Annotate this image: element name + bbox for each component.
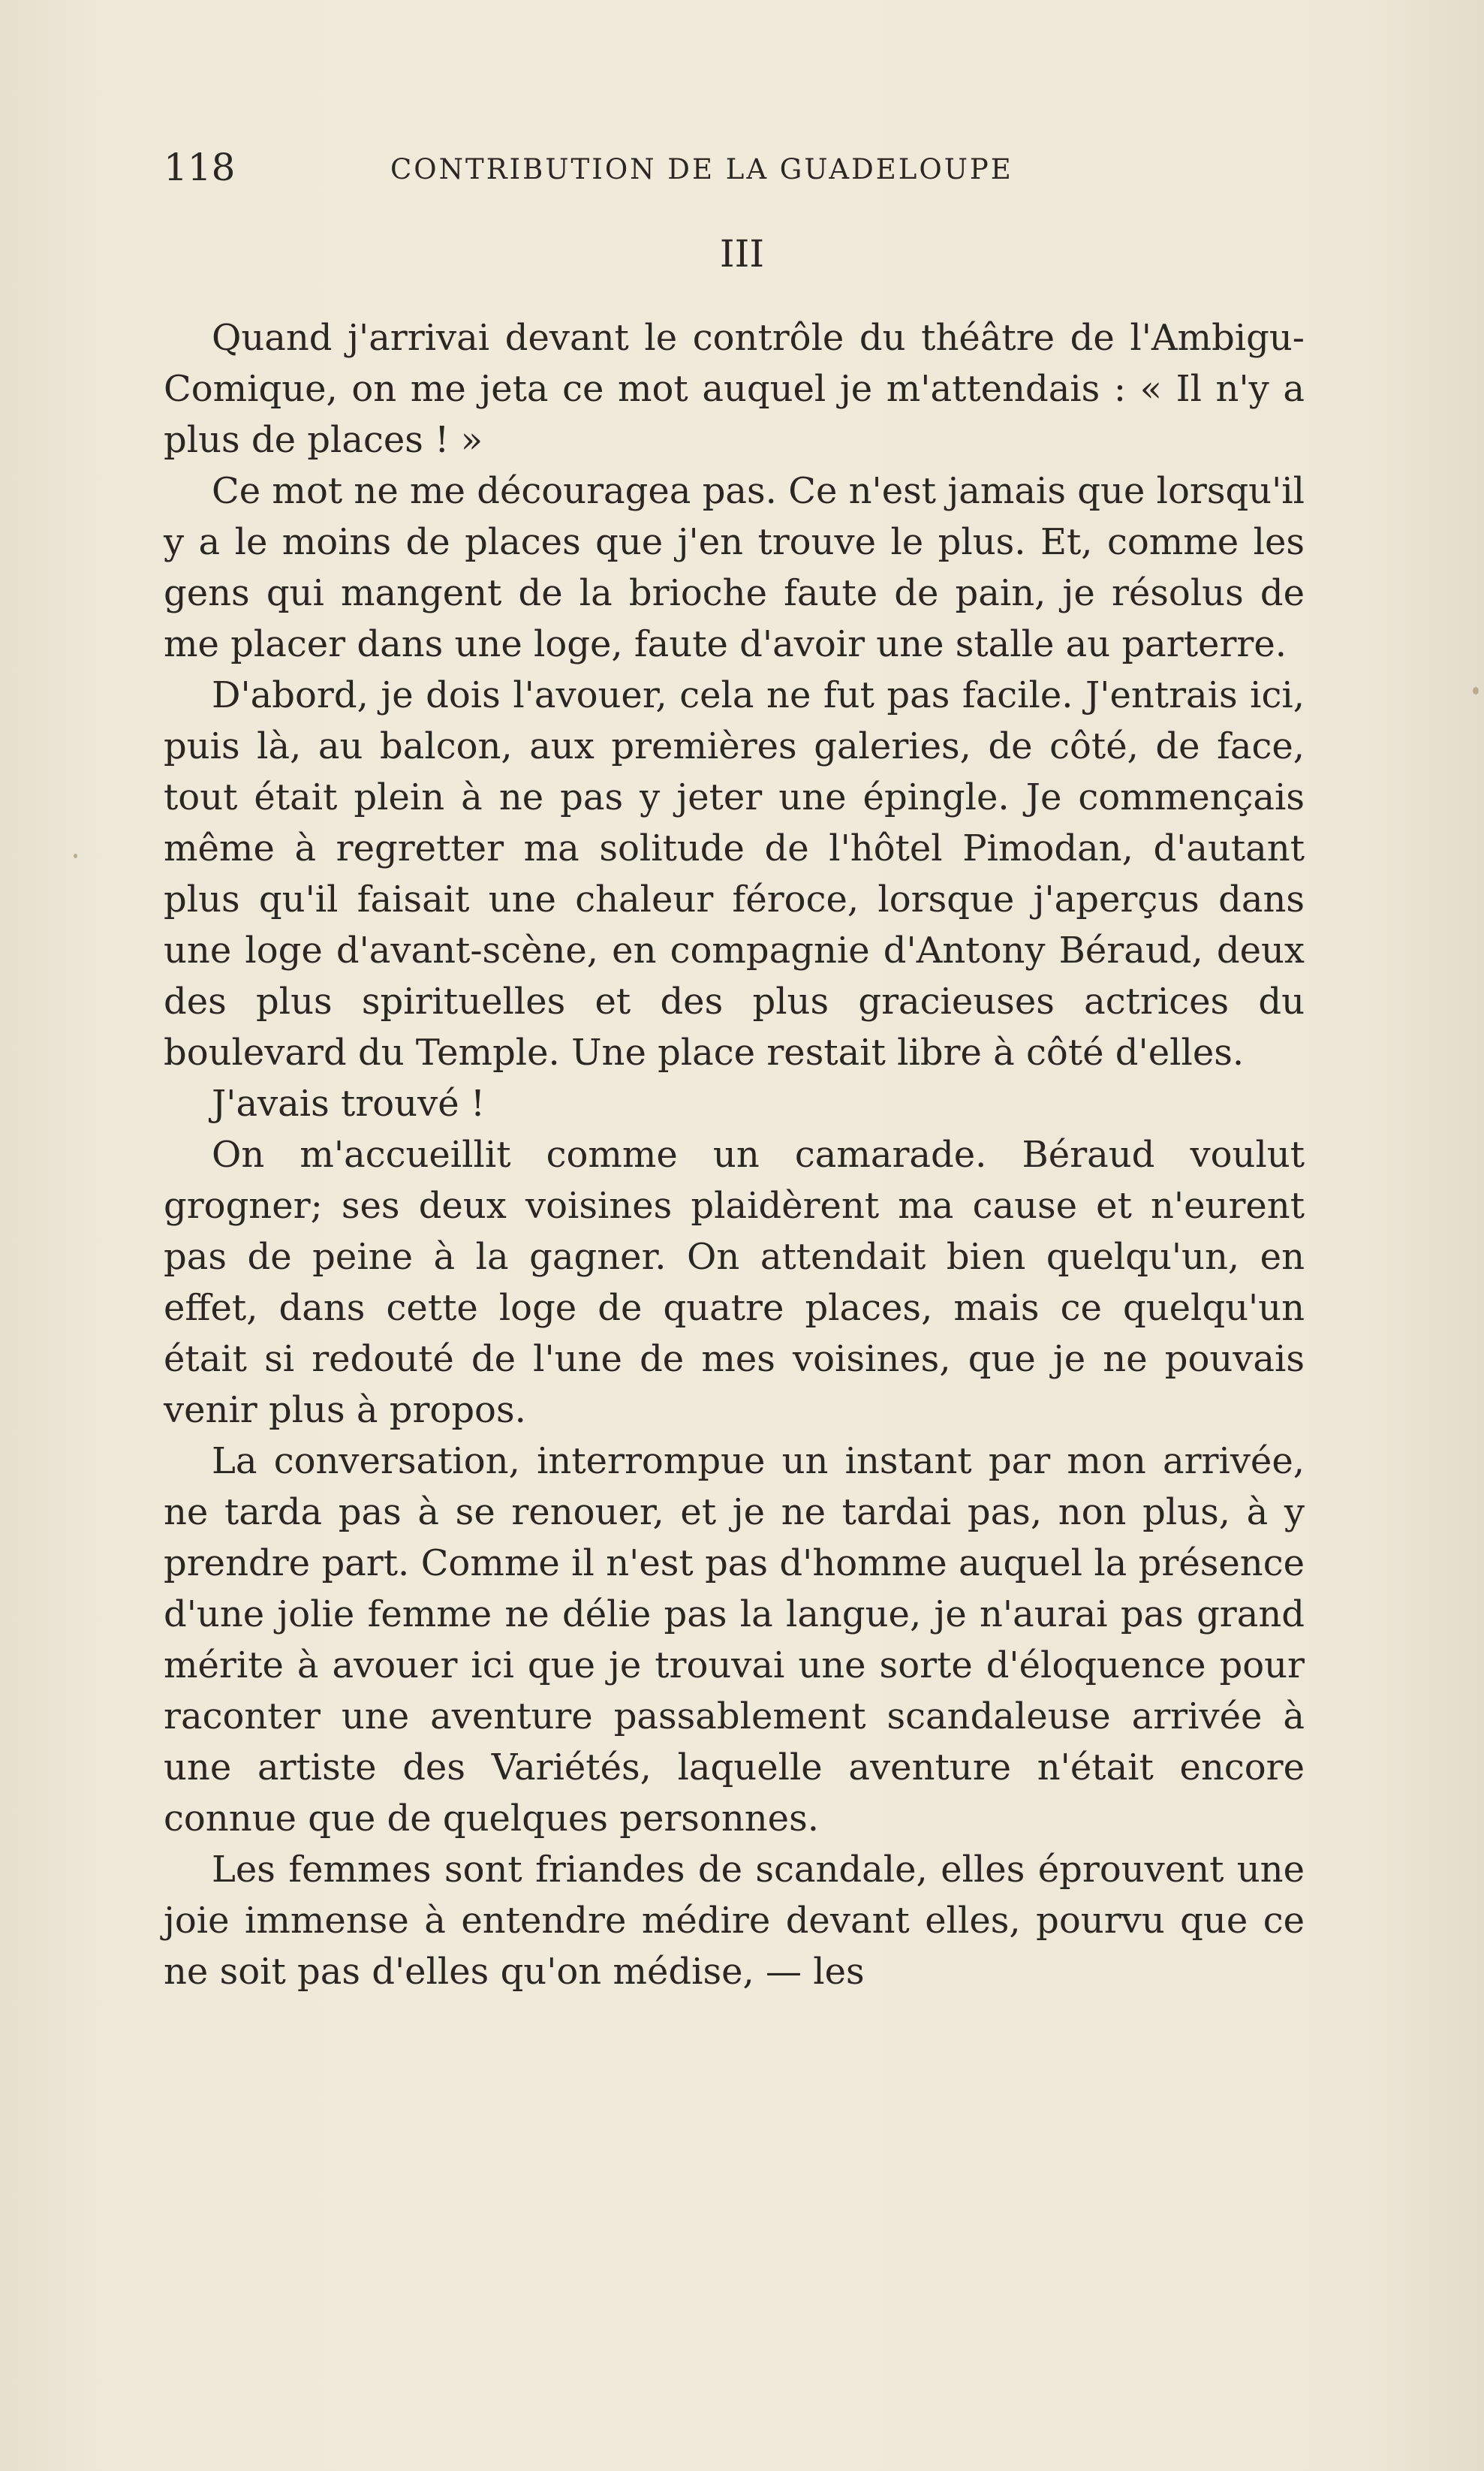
paper-speck	[1473, 687, 1479, 695]
page-header	[164, 141, 1320, 194]
paragraph-6: La conversation, interrompue un instant par mon arrivée, ne tarda pas à se renouer, et je ne tardai pas, non plus, à y prendre part. Comme il n'est pas d'homme auquel la présence d'une jolie femme ne délie pas la langue, je n'aurai pas grand mérite à avouer ici que je trouvai une sorte d'éloquence pour raconter une aventure passablement scandaleuse arrivée à une artiste des Variétés, laquelle aventure n'était encore connue que de quelques personnes.	[164, 1440, 1305, 1840]
paragraph-3: D'abord, je dois l'avouer, cela ne fut pas facile. J'entrais ici, puis là, au balcon, aux premières galeries, de côté, de face, tout était plein à ne pas y jeter une épingle. Je commençais même à regretter ma solitude de l'hôtel Pimodan, d'autant plus qu'il faisait une chaleur féroce, lorsque j'aperçus dans une loge d'avant-scène, en compagnie d'Antony Béraud, deux des plus spirituelles et des plus gracieuses actrices du boulevard du Temple. Une place restait libre à côté d'elles.	[164, 674, 1305, 1074]
paragraph-5: On m'accueillit comme un camarade. Béraud voulut grogner; ses deux voisines plaidèrent ma cause et n'eurent pas de peine à la gagner. On attendait bien quelqu'un, en effet, dans cette loge de quatre places, mais ce quelqu'un était si redouté de l'une de mes voisines, que je ne pouvais venir plus à propos.	[164, 1134, 1305, 1431]
paragraph-7: Les femmes sont friandes de scandale, elles éprouvent une joie immense à entendre médire devant elles, pourvu que ce ne soit pas d'elles qu'on médise, — les	[164, 1849, 1305, 1993]
running-head: CONTRIBUTION DE LA GUADELOUPE	[390, 153, 1013, 185]
page-number: 118	[164, 146, 236, 189]
chapter-heading: III	[719, 232, 765, 276]
paragraph-1: Quand j'arrivai devant le contrôle du théâtre de l'Ambigu-Comique, on me jeta ce mot auquel je m'attendais : « Il n'y a plus de places ! »	[164, 317, 1305, 461]
paragraph-4: J'avais trouvé !	[212, 1083, 486, 1125]
paragraph-2: Ce mot ne me découragea pas. Ce n'est jamais que lorsqu'il y a le moins de places que j'en trouve le plus. Et, comme les gens qui mangent de la brioche faute de pain, je résolus de me placer dans une loge, faute d'avoir une stalle au parterre.	[164, 470, 1305, 665]
body-text	[164, 312, 1305, 1997]
paper-speck	[74, 854, 77, 858]
